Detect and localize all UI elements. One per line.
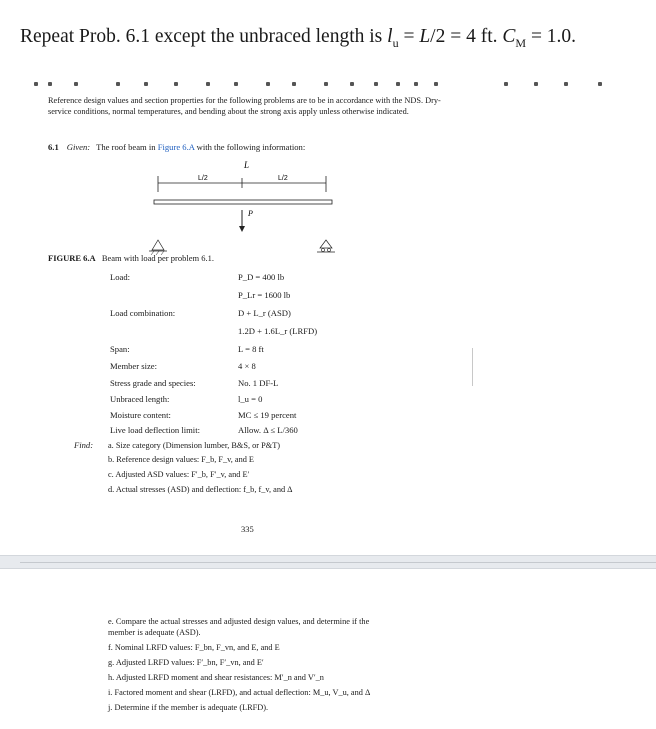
heading-c-sub: M [515, 35, 527, 50]
heading-l-symbol: l [387, 26, 393, 47]
heading-tail2: = 1.0. [526, 26, 577, 47]
half-span-left-label: L/2 [198, 175, 208, 182]
heading-prefix: Repeat Prob. 6.1 except the unbraced length is [20, 26, 388, 47]
figure-caption-label: FIGURE 6.A [48, 253, 96, 263]
find-item: b. Reference design values: F_b, F_v, and E [108, 455, 255, 464]
find-item: i. Factored moment and shear (LRFD), and actual deflection: M_u, V_u, and Δ [108, 688, 371, 697]
given-label: Stress grade and species: [110, 378, 196, 388]
beam [154, 200, 332, 204]
roller-support-right [317, 240, 335, 252]
find-item: h. Adjusted LRFD moment and shear resistances: M′_n and V′_n [108, 673, 324, 682]
problem-text-before: The roof beam in [96, 142, 158, 152]
given-label: Member size: [110, 361, 158, 371]
find-item: a. Size category (Dimension lumber, B&S, or P&T) [108, 441, 281, 450]
find-item: c. Adjusted ASD values: F′_b, F′_v, and E′ [108, 470, 250, 479]
beam-diagram [140, 158, 380, 258]
margin-mark [472, 348, 473, 386]
given-value: D + L_r (ASD) [238, 308, 291, 318]
span-label: L [244, 160, 250, 170]
problem-heading [20, 26, 576, 51]
given-label: Moisture content: [110, 410, 171, 420]
given-label: Given: [66, 142, 91, 152]
given-value: 1.2D + 1.6L_r (LRFD) [238, 326, 318, 336]
given-label: Load: [110, 272, 131, 282]
given-label: Span: [110, 344, 130, 354]
load-label: P [248, 209, 253, 218]
find-item: j. Determine if the member is adequate (LRFD). [108, 703, 269, 712]
cropped-text-remnant [34, 82, 624, 88]
page-number: 335 [241, 524, 254, 534]
heading-eq: = [398, 26, 420, 47]
find-item: d. Actual stresses (ASD) and deflection: f_b, f_v, and Δ [108, 485, 293, 494]
problem-line [48, 142, 305, 152]
heading-l-over: L [419, 26, 431, 47]
given-label: Load combination: [110, 308, 176, 318]
find-item: f. Nominal LRFD values: F_bn, F_vn, and E, and E [108, 643, 280, 652]
given-value: P_Lr = 1600 lb [238, 290, 291, 300]
intro-paragraph: Reference design values and section properties for the following problems are to be in accordance with the NDS. Dry-service conditions, normal temperatures, and bending about the strong axis apply unless otherwise indicated. [48, 96, 441, 116]
given-value: Allow. Δ ≤ L/360 [238, 425, 298, 435]
figure-caption [48, 253, 214, 263]
given-value: l_u = 0 [238, 394, 263, 404]
given-value: P_D = 400 lb [238, 272, 285, 282]
given-value: MC ≤ 19 percent [238, 410, 297, 420]
heading-c-symbol: C [502, 26, 516, 47]
given-label: Unbraced length: [110, 394, 170, 404]
heading-l-sub: u [392, 35, 399, 50]
problem-text-after: with the following information: [194, 142, 306, 152]
figure-caption-text: Beam with load per problem 6.1. [101, 253, 214, 263]
find-item: g. Adjusted LRFD values: F′_bn, F′_vn, and E′ [108, 658, 264, 667]
heading-tail1: /2 = 4 ft. [430, 26, 503, 47]
given-value: 4 × 8 [238, 361, 256, 371]
figure-link[interactable]: Figure 6.A [157, 142, 195, 152]
point-load-arrowhead [239, 226, 245, 232]
half-span-right-label: L/2 [278, 175, 288, 182]
find-label: Find: [74, 440, 94, 450]
find-item: e. Compare the actual stresses and adjusted design values, and determine if the [108, 617, 370, 626]
given-value: L = 8 ft [238, 344, 264, 354]
given-label: Live load deflection limit: [110, 425, 200, 435]
page-break-line [20, 562, 656, 563]
problem-number: 6.1 [48, 142, 59, 152]
given-value: No. 1 DF-L [238, 378, 279, 388]
find-item: member is adequate (ASD). [108, 628, 201, 637]
